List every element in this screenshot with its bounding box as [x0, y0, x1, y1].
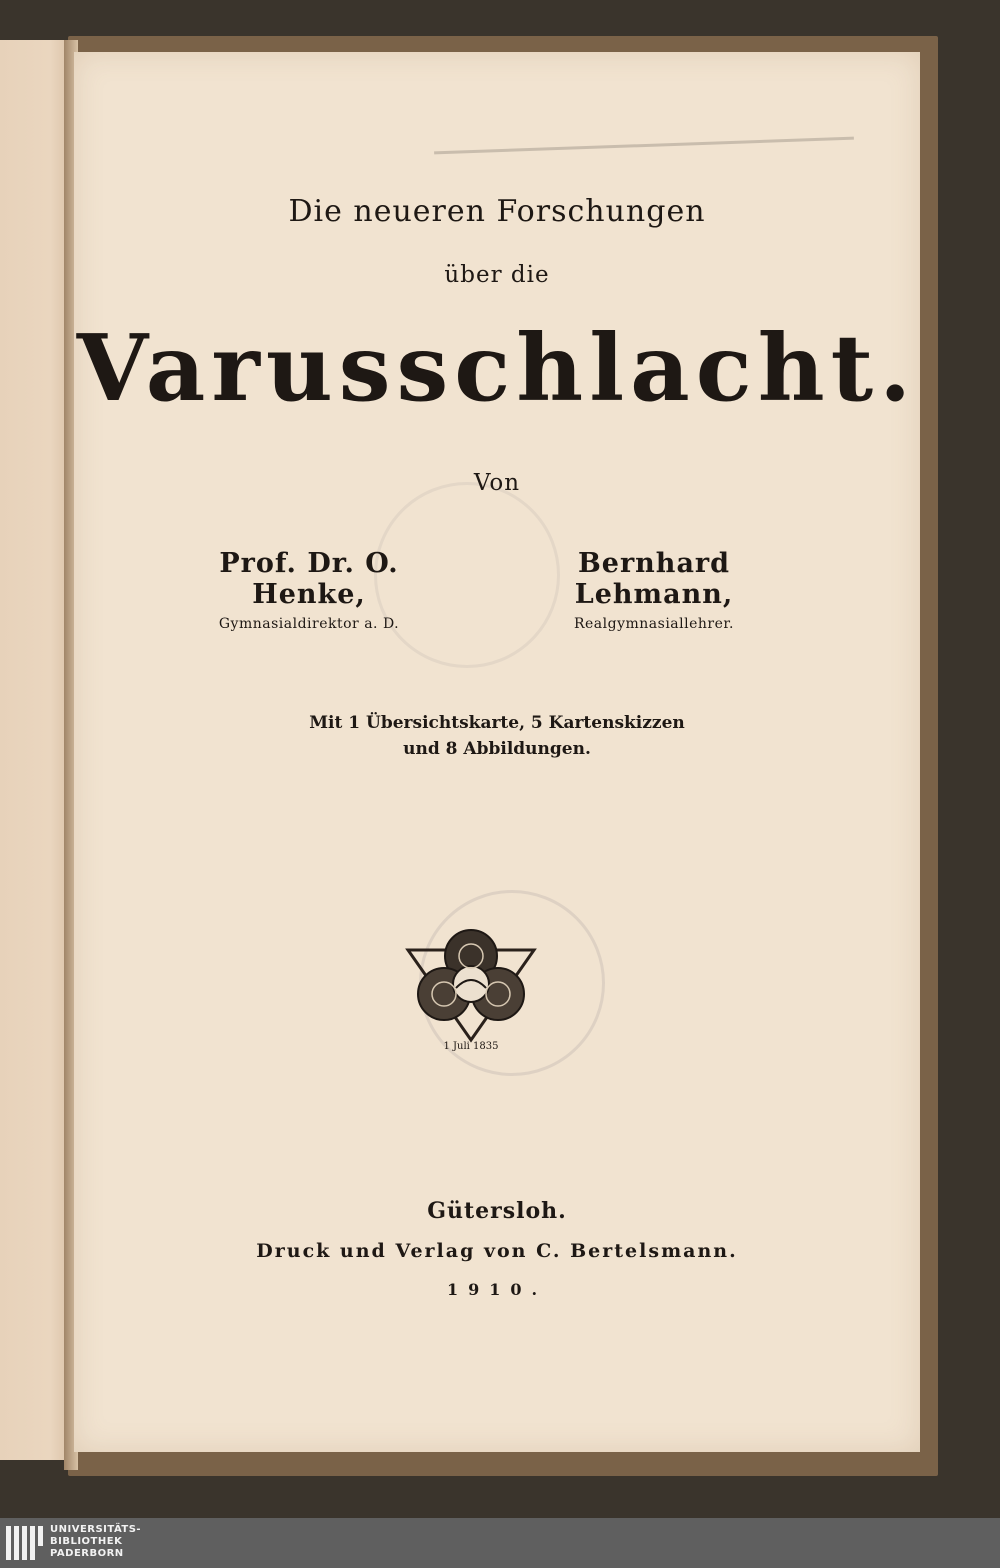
- illustrations-note: [74, 710, 920, 762]
- library-logo-icon: [6, 1526, 44, 1562]
- subtitle-line-2: über die: [444, 262, 550, 288]
- publication-year: 1910.: [446, 1280, 548, 1299]
- author-role: Realgymnasiallehrer.: [573, 616, 734, 632]
- publisher-emblem-icon: [404, 922, 538, 1052]
- illustrations-note-line-1: Mit 1 Übersichtskarte, 5 Kartenskizzen: [309, 713, 685, 733]
- pencil-strike: [434, 137, 854, 155]
- subtitle-line-1: Die neueren Forschungen: [288, 194, 706, 229]
- library-name-line-2: BIBLIOTHEK: [50, 1536, 123, 1547]
- library-name-line-1: UNIVERSITÄTS-: [50, 1524, 142, 1535]
- publisher-name: Druck und Verlag von C. Bertelsmann.: [256, 1240, 738, 1262]
- title-page: [74, 52, 920, 1452]
- book-title: Varusschlacht.: [76, 314, 918, 422]
- author-role: Gymnasialdirektor a. D.: [218, 616, 400, 632]
- left-page: [0, 40, 72, 1460]
- emblem-date: 1 Juli 1835: [443, 1041, 499, 1052]
- library-name: [50, 1524, 141, 1560]
- publication-place: Gütersloh.: [427, 1198, 567, 1224]
- author-name: Prof. Dr. O. Henke,: [219, 548, 399, 610]
- author-lehmann: [504, 548, 804, 632]
- library-footer: [0, 1518, 1000, 1568]
- by-line: Von: [473, 470, 521, 496]
- author-name: Bernhard Lehmann,: [574, 548, 734, 610]
- author-henke: [164, 548, 454, 632]
- illustrations-note-line-2: und 8 Abbildungen.: [403, 739, 591, 759]
- library-name-line-3: PADERBORN: [50, 1548, 124, 1559]
